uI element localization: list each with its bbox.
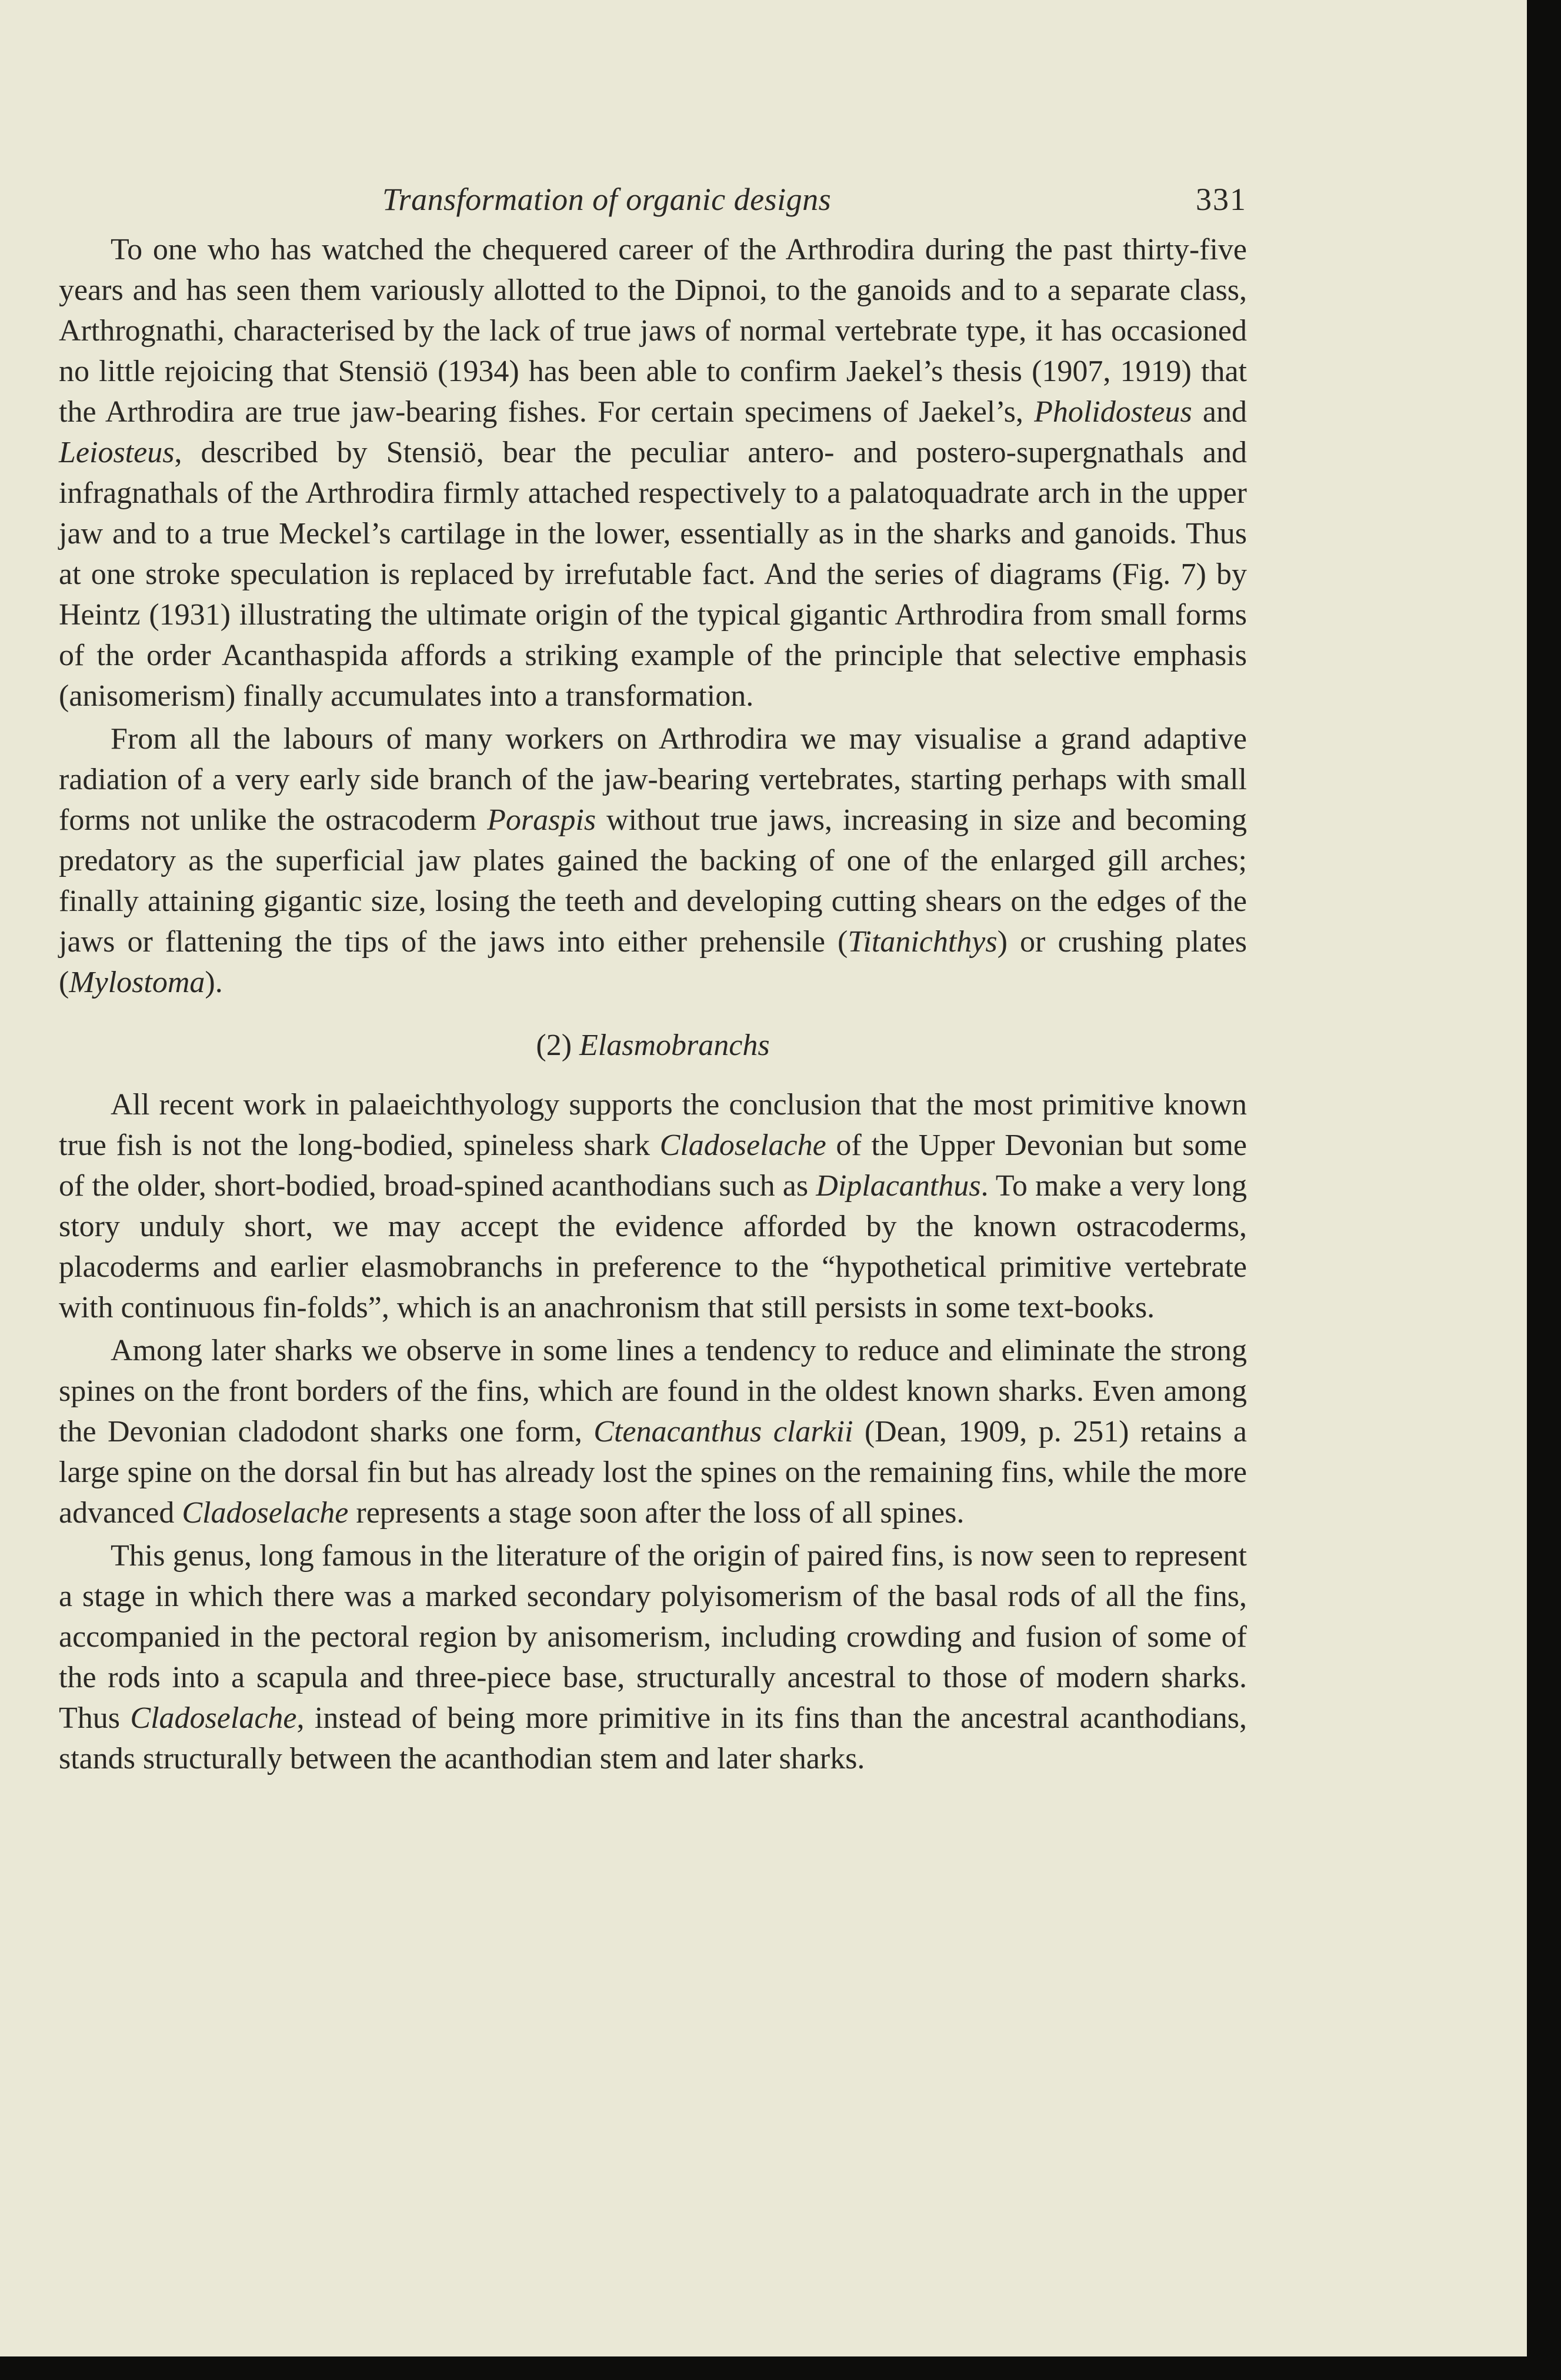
paragraph-primitive-fish bbox=[59, 1084, 1247, 1328]
text-run: ) or crushing plates ( bbox=[59, 925, 1247, 999]
section-number: (2) bbox=[536, 1029, 572, 1062]
running-title: Transformation of organic designs bbox=[382, 182, 832, 217]
genus-name: Titanichthys bbox=[848, 925, 998, 959]
book-page bbox=[59, 176, 1247, 1779]
text-run: , described by Stensiö, bear the peculiar antero- and postero-supergnathals and infragnathals of the Arthrodira firmly attached respectively to a palatoquadrate arch in the upper jaw and to a true Meckel’s cartilage in the lower, essentially as in the sharks and ganoids. Thus at one stroke speculation is replaced by irrefutable fact. And the series of diagrams (Fig. 7) by Heintz (1931) illustrating the ultimate origin of the typical gigantic Arthrodira from small forms of the order Acanthaspida affords a striking example of the principle that selective emphasis (anisomerism) finally accumulates into a transformation. bbox=[59, 436, 1247, 713]
text-run: without true jaws, increasing in size and becoming predatory as the superficial jaw plates gained the backing of one of the enlarged gill arches; finally attaining gigantic size, losing the teeth and developing cutting shears on the edges of the jaws or flattening the tips of the jaws into either prehensile ( bbox=[59, 803, 1247, 959]
paragraph-shark-spines bbox=[59, 1330, 1247, 1533]
text-run: . To make a very long story unduly short, we may accept the evidence afforded by the known ostracoderms, placoderms and earlier elasmobranchs in preference to the “hypothetical primitive vertebrate with continuous fin-folds”, which is an anachronism that still persists in some text-books. bbox=[59, 1169, 1247, 1324]
text-run: , instead of being more primitive in its fins than the ancestral acanthodians, stands structurally between the acanthodian stem and later sharks. bbox=[59, 1701, 1247, 1775]
text-run: (Dean, 1909, p. 251) retains a large spine on the dorsal fin but has already lost the spines on the remaining fins, while the more advanced bbox=[59, 1415, 1247, 1530]
text-run: ). bbox=[205, 966, 223, 999]
section-title: Elasmobranchs bbox=[579, 1029, 770, 1062]
scan-border-bottom bbox=[0, 2356, 1561, 2380]
paragraph-cladoselache-fins bbox=[59, 1536, 1247, 1779]
text-run: From all the labours of many workers on Arthrodira we may visualise a grand adaptive radiation of a very early side branch of the jaw-bearing vertebrates, starting perhaps with small forms not unlike the ostracoderm bbox=[59, 722, 1247, 837]
paragraph-arthrodira-jaws bbox=[59, 229, 1247, 716]
section-heading bbox=[59, 1025, 1247, 1066]
genus-name: Poraspis bbox=[487, 803, 596, 837]
genus-name: Mylostoma bbox=[69, 966, 205, 999]
text-run: All recent work in palaeichthyology supports the conclusion that the most primitive known true fish is not the long-bodied, spineless shark bbox=[59, 1088, 1247, 1162]
genus-name: Cladoselache bbox=[130, 1701, 297, 1735]
genus-name: Pholidosteus bbox=[1034, 395, 1192, 429]
text-run: and bbox=[1192, 395, 1247, 429]
text-run: This genus, long famous in the literature of the origin of paired fins, is now seen to represent a stage in which there was a marked secondary polyisomerism of the basal rods of all the fins, accompanied in the pectoral region by anisomerism, including crowding and fusion of some of the rods into a scapula and three-piece base, structurally ancestral to those of modern sharks. Thus bbox=[59, 1539, 1247, 1735]
page-number: 331 bbox=[1196, 182, 1247, 217]
running-head bbox=[59, 176, 1247, 229]
genus-name: Diplacanthus bbox=[816, 1169, 981, 1203]
scan-border-right bbox=[1527, 0, 1561, 2380]
text-run: represents a stage soon after the loss of all spines. bbox=[348, 1496, 965, 1530]
text-run: To one who has watched the chequered career of the Arthrodira during the past thirty-five years and has seen them variously allotted to the Dipnoi, to the ganoids and to a separate class, Arthrognathi, characterised by the lack of true jaws of normal vertebrate type, it has occasioned no little rejoicing that Stensiö (1934) has been able to confirm Jaekel’s thesis (1907, 1919) that the Arthrodira are true jaw-bearing fishes. For certain specimens of Jaekel’s, bbox=[59, 233, 1247, 429]
text-run: of the Upper Devonian but some of the older, short-bodied, broad-spined acanthodians such as bbox=[59, 1129, 1247, 1203]
text-run: Among later sharks we observe in some lines a tendency to reduce and eliminate the strong spines on the front borders of the fins, which are found in the oldest known sharks. Even among the Devonian cladodont sharks one form, bbox=[59, 1334, 1247, 1448]
genus-name: Cladoselache bbox=[659, 1129, 826, 1162]
paragraph-arthrodira-radiation bbox=[59, 719, 1247, 1003]
genus-name: Leiosteus bbox=[59, 436, 175, 469]
genus-name: Cladoselache bbox=[182, 1496, 349, 1530]
species-name: Ctenacanthus clarkii bbox=[593, 1415, 853, 1448]
